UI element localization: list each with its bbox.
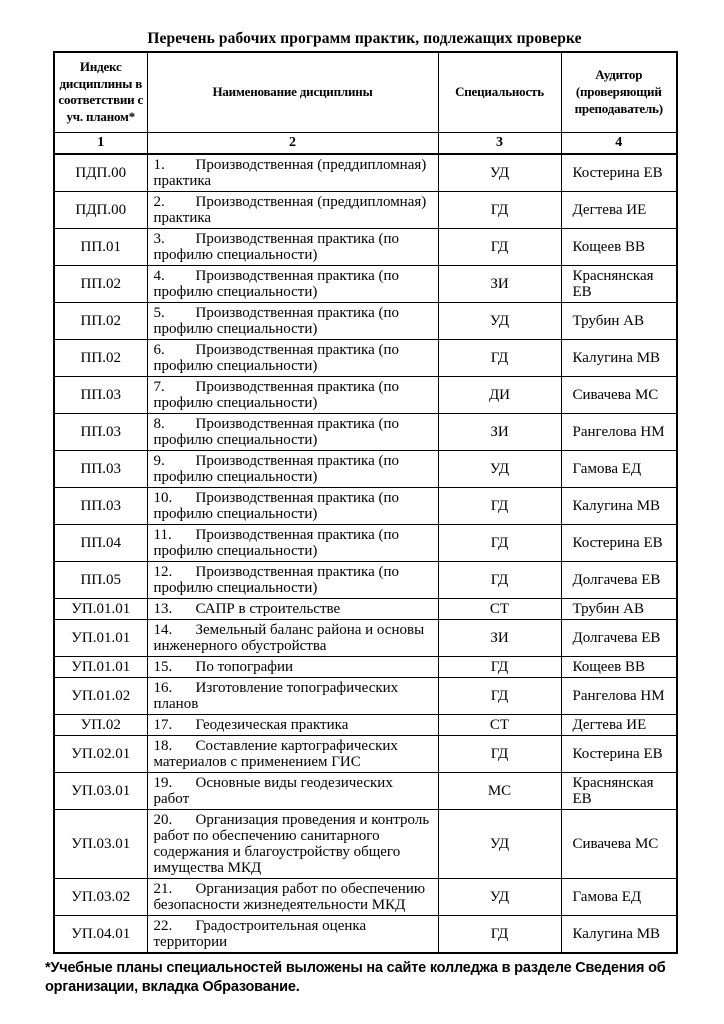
item-number: 11. (153, 526, 172, 543)
cell-index: УП.03.01 (54, 809, 147, 878)
table-row (54, 677, 677, 714)
cell-name (147, 376, 438, 413)
cell-specialty: ГД (438, 339, 561, 376)
table-row (54, 878, 677, 915)
cell-auditor: Калугина МВ (561, 487, 677, 524)
cell-auditor: Костерина ЕВ (561, 735, 677, 772)
cell-auditor: Кощеев ВВ (561, 228, 677, 265)
cell-specialty: СТ (438, 714, 561, 735)
cell-index: ПП.05 (54, 561, 147, 598)
cell-name (147, 656, 438, 677)
cell-auditor: Краснянская ЕВ (561, 772, 677, 809)
item-number: 7. (153, 378, 165, 395)
table-row (54, 524, 677, 561)
cell-name (147, 598, 438, 619)
cell-name (147, 677, 438, 714)
cell-index: УП.01.01 (54, 598, 147, 619)
cell-name (147, 487, 438, 524)
item-number: 13. (153, 600, 173, 617)
discipline-name: Производственная практика (по профилю специальности) (153, 415, 400, 448)
discipline-name: Производственная практика (по профилю специальности) (153, 304, 400, 337)
table-row (54, 191, 677, 228)
cell-specialty: ДИ (438, 376, 561, 413)
item-number: 14. (153, 621, 173, 638)
cell-index: ПП.04 (54, 524, 147, 561)
item-number: 10. (153, 489, 173, 506)
discipline-name: Производственная практика (по профилю специальности) (153, 378, 400, 411)
discipline-name: Составление картографических материалов с применением ГИС (153, 737, 398, 770)
cell-index: ПП.03 (54, 487, 147, 524)
cell-specialty: МС (438, 772, 561, 809)
cell-auditor: Гамова ЕД (561, 878, 677, 915)
discipline-name: Производственная практика (по профилю специальности) (153, 489, 400, 522)
page-title: Перечень рабочих программ практик, подлежащих проверке (147, 30, 582, 47)
cell-specialty: ЗИ (438, 265, 561, 302)
item-number: 21. (153, 880, 173, 897)
item-number: 6. (153, 341, 165, 358)
item-number: 9. (153, 452, 165, 469)
cell-index: УП.02.01 (54, 735, 147, 772)
header-name-column: Наименование дисциплины (147, 52, 438, 132)
cell-index: УП.03.01 (54, 772, 147, 809)
discipline-name: Изготовление топографических планов (153, 679, 399, 712)
cell-name (147, 450, 438, 487)
table-row (54, 735, 677, 772)
cell-specialty: ГД (438, 228, 561, 265)
discipline-name: Производственная практика (по профилю специальности) (153, 267, 400, 300)
cell-specialty: ГД (438, 677, 561, 714)
discipline-name: Земельный баланс района и основы инженерного обустройства (153, 621, 425, 654)
cell-index: УП.02 (54, 714, 147, 735)
cell-index: ПДП.00 (54, 154, 147, 192)
cell-specialty: ГД (438, 487, 561, 524)
cell-specialty: УД (438, 450, 561, 487)
cell-index: ПП.03 (54, 376, 147, 413)
item-number: 1. (153, 156, 165, 173)
discipline-name: САПР в строительстве (195, 600, 341, 617)
discipline-name: Производственная практика (по профилю специальности) (153, 526, 400, 559)
table-row (54, 413, 677, 450)
item-number: 8. (153, 415, 165, 432)
cell-auditor: Долгачева ЕВ (561, 561, 677, 598)
table-body (54, 154, 677, 953)
item-number: 20. (153, 811, 173, 828)
cell-specialty: УД (438, 878, 561, 915)
cell-auditor: Кощеев ВВ (561, 656, 677, 677)
table-row (54, 598, 677, 619)
table-row (54, 619, 677, 656)
cell-auditor: Костерина ЕВ (561, 524, 677, 561)
item-number: 22. (153, 917, 173, 934)
discipline-name: Организация проведения и контроль работ по обеспечению санитарного содержания и благоустройству общего имущества МКД (153, 811, 430, 876)
cell-name (147, 228, 438, 265)
cell-specialty: СТ (438, 598, 561, 619)
column-number-3: 3 (438, 132, 561, 154)
cell-name (147, 413, 438, 450)
column-number-1: 1 (54, 132, 147, 154)
footnote: *Учебные планы специальностей выложены на сайте колледжа в разделе Сведения об организации, вкладка Образование. (45, 959, 666, 995)
cell-auditor: Рангелова НМ (561, 677, 677, 714)
cell-name (147, 809, 438, 878)
table-row (54, 714, 677, 735)
cell-specialty: ГД (438, 561, 561, 598)
header-row (54, 52, 677, 132)
table-row (54, 561, 677, 598)
column-number-2: 2 (147, 132, 438, 154)
table-row (54, 265, 677, 302)
cell-name (147, 302, 438, 339)
cell-auditor: Костерина ЕВ (561, 154, 677, 192)
cell-name (147, 619, 438, 656)
table-row (54, 487, 677, 524)
cell-auditor: Дегтева ИЕ (561, 191, 677, 228)
cell-specialty: УД (438, 302, 561, 339)
cell-specialty: УД (438, 809, 561, 878)
table-row (54, 450, 677, 487)
cell-auditor: Трубин АВ (561, 302, 677, 339)
cell-name (147, 714, 438, 735)
cell-name (147, 339, 438, 376)
cell-name (147, 524, 438, 561)
discipline-name: Производственная (преддипломная) практика (153, 156, 427, 189)
cell-name (147, 265, 438, 302)
item-number: 17. (153, 716, 173, 733)
cell-index: УП.01.02 (54, 677, 147, 714)
cell-specialty: ГД (438, 191, 561, 228)
table-row (54, 376, 677, 413)
discipline-name: Производственная практика (по профилю специальности) (153, 230, 400, 263)
cell-index: ПП.03 (54, 450, 147, 487)
discipline-name: Организация работ по обеспечению безопасности жизнедеятельности МКД (153, 880, 426, 913)
item-number: 16. (153, 679, 173, 696)
cell-index: ПП.02 (54, 265, 147, 302)
cell-specialty: ГД (438, 735, 561, 772)
cell-auditor: Сивачева МС (561, 376, 677, 413)
cell-index: УП.01.01 (54, 619, 147, 656)
cell-specialty: УД (438, 154, 561, 192)
cell-index: ПДП.00 (54, 191, 147, 228)
item-number: 15. (153, 658, 173, 675)
cell-auditor: Гамова ЕД (561, 450, 677, 487)
cell-specialty: ГД (438, 656, 561, 677)
column-number-4: 4 (561, 132, 677, 154)
table-row (54, 772, 677, 809)
cell-specialty: ЗИ (438, 619, 561, 656)
item-number: 5. (153, 304, 165, 321)
header-auditor-column: Аудитор (проверяющий преподаватель) (561, 52, 677, 132)
table-row (54, 339, 677, 376)
table-header (54, 52, 677, 154)
discipline-name: Производственная практика (по профилю специальности) (153, 563, 400, 596)
cell-auditor: Долгачева ЕВ (561, 619, 677, 656)
cell-auditor: Сивачева МС (561, 809, 677, 878)
cell-index: ПП.02 (54, 339, 147, 376)
discipline-name: Производственная практика (по профилю специальности) (153, 341, 400, 374)
cell-name (147, 735, 438, 772)
discipline-name: Градостроительная оценка территории (153, 917, 367, 950)
programs-table (53, 51, 678, 954)
discipline-name: Основные виды геодезических работ (153, 774, 393, 807)
cell-name (147, 154, 438, 192)
cell-index: ПП.02 (54, 302, 147, 339)
table-row (54, 915, 677, 953)
column-numbers-row (54, 132, 677, 154)
cell-specialty: ЗИ (438, 413, 561, 450)
cell-specialty: ГД (438, 524, 561, 561)
cell-auditor: Дегтева ИЕ (561, 714, 677, 735)
item-number: 18. (153, 737, 173, 754)
cell-name (147, 191, 438, 228)
cell-specialty: ГД (438, 915, 561, 953)
cell-name (147, 878, 438, 915)
table-row (54, 228, 677, 265)
table-row (54, 656, 677, 677)
table-row (54, 809, 677, 878)
header-specialty-column: Специальность (438, 52, 561, 132)
table-row (54, 154, 677, 192)
cell-index: ПП.01 (54, 228, 147, 265)
item-number: 12. (153, 563, 173, 580)
cell-name (147, 772, 438, 809)
discipline-name: По топографии (195, 658, 294, 675)
cell-index: УП.03.02 (54, 878, 147, 915)
cell-auditor: Калугина МВ (561, 915, 677, 953)
item-number: 19. (153, 774, 173, 791)
cell-index: ПП.03 (54, 413, 147, 450)
cell-auditor: Рангелова НМ (561, 413, 677, 450)
item-number: 2. (153, 193, 165, 210)
item-number: 3. (153, 230, 165, 247)
cell-name (147, 561, 438, 598)
cell-name (147, 915, 438, 953)
item-number: 4. (153, 267, 165, 284)
cell-auditor: Краснянская ЕВ (561, 265, 677, 302)
header-index-column: Индекс дисциплины в соответствии с уч. планом* (54, 52, 147, 132)
discipline-name: Производственная практика (по профилю специальности) (153, 452, 400, 485)
discipline-name: Геодезическая практика (195, 716, 349, 733)
table-row (54, 302, 677, 339)
cell-index: УП.01.01 (54, 656, 147, 677)
cell-auditor: Трубин АВ (561, 598, 677, 619)
cell-auditor: Калугина МВ (561, 339, 677, 376)
discipline-name: Производственная (преддипломная) практика (153, 193, 427, 226)
cell-index: УП.04.01 (54, 915, 147, 953)
